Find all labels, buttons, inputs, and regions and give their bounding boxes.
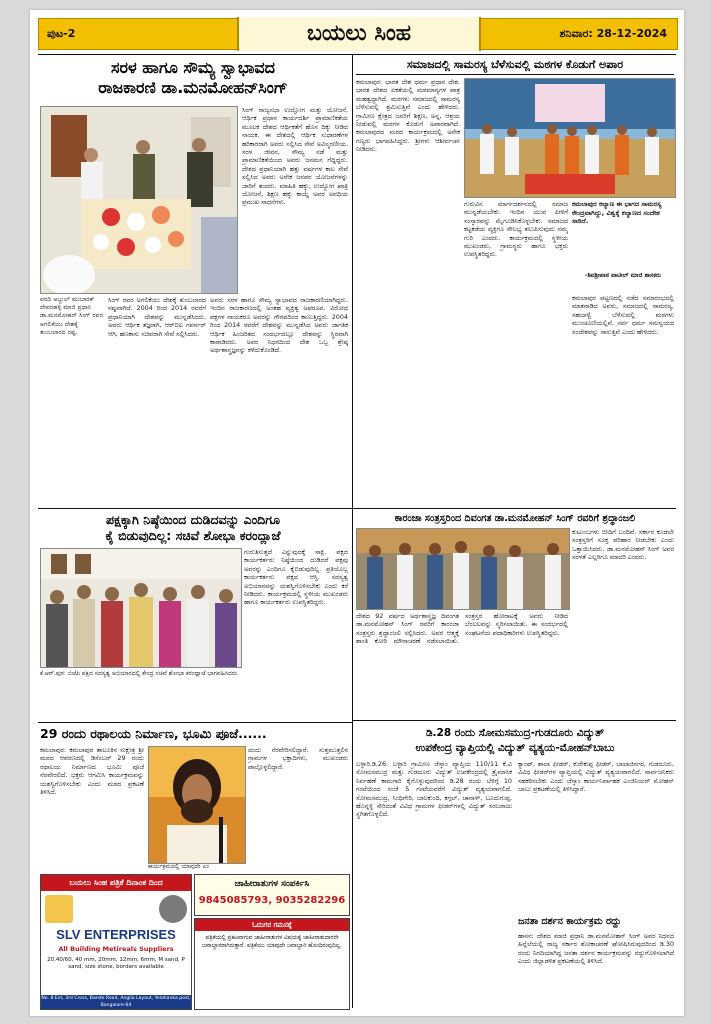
truck-icon [45, 895, 73, 923]
masthead [38, 18, 678, 50]
ad-strip: ಬಯಲು ಸಿಂಹ ಪತ್ರಿಕೆ ದಿನಾಂಕ ದಿಂದ [41, 875, 191, 891]
article4-body: ದೇಶದ 92 ವರ್ಷದ ಅರ್ಥಶಾಸ್ತ್ರಜ್ಞ ದಿವಂಗತ ಡಾ.ಮನಮೋಹನ್ ಸಿಂಗ್ ರವರಿಗೆ ಕಾರಂಜಾ ಸಂತ್ರಸ್ತರು ಶ್ರದ್ಧಾಂಜಲಿ ಸಲ್ಲಿಸಿದರು. ಅವರ ಆತ್ಮಕ್ಕೆ ಶಾಂತಿ ಕೋರಿ ಮೌನಾಚರಣೆ ನಡೆಸಲಾಯಿತು. ಸಂತ್ರಸ್ತರ ಹೋರಾಟಕ್ಕೆ ಅವರು ನೀಡಿದ ಬೆಂಬಲವನ್ನು ಸ್ಮರಿಸಲಾಯಿತು. ಈ ಸಂದರ್ಭದಲ್ಲಿ ಸಂಘಟನೆಯ ಪದಾಧಿಕಾರಿಗಳು ಉಪಸ್ಥಿತರಿದ್ದರು. [356, 612, 568, 646]
article4-col3: ಕುಟುಂಬಗಳು ಬೀದಿಗೆ ಬಂದಿವೆ. ಸರ್ಕಾರ ಕೂಡಲೇ ಸಂತ್ರಸ್ತರಿಗೆ ಸೂಕ್ತ ಪರಿಹಾರ ನೀಡಬೇಕು ಎಂದು ಒತ್ತಾಯಿಸಿದರು. ಡಾ.ಮನಮೋಹನ್ ಸಿಂಗ್ ಅವರ ಸರಳತೆ ಎಲ್ಲರಿಗೂ ಮಾದರಿ ಎಂದರು. [572, 528, 674, 562]
article4-photo [356, 528, 570, 610]
headline-line: ಉಪಕೇಂದ್ರ ವ್ಯಾಪ್ತಿಯಲ್ಲಿ ವಿದ್ಯುತ್ ವ್ಯತ್ಯಯ-ಮೋಹನ್‌ಬಾಬು [415, 742, 615, 754]
article6-body: ಬಳ್ಳಾರಿ.ಡಿ.26: ಬಳ್ಳಾರಿ ಗ್ರಾಮೀಣ ಜೆಸ್ಕಾಂ ವ್ಯಾಪ್ತಿಯ 110/11 ಕೆ.ವಿ ಸೋಮಸಮುದ್ರ ಮತ್ತು ಗುಡದೂರು ವಿದ್ಯುತ್ ಉಪಕೇಂದ್ರದಲ್ಲಿ ತ್ರೈಮಾಸಿಕ ನಿರ್ವಹಣೆ ಕಾಮಗಾರಿ ಕೈಗೊಳ್ಳುವುದರಿಂದ ಡಿ.28 ರಂದು ಬೆಳಿಗ್ಗೆ 10 ಗಂಟೆಯಿಂದ ಸಂಜೆ 5 ಗಂಟೆಯವರೆಗೆ ವಿದ್ಯುತ್ ವ್ಯತ್ಯಯವಾಗಲಿದೆ. ಸೋಮಸಮುದ್ರ, ಸಿಂಧಿಗೇರಿ, ಬಾಲಕುಂದಿ, ಕಗ್ಗಲ್, ಚಾನಾಳ್, ಬೂದುಗುಪ್ಪ, ಹೊನ್ನಳ್ಳಿ ಸೇರಿದಂತೆ ವಿವಿಧ ಗ್ರಾಮಗಳ ಫೀಡರ್‌ಗಳಲ್ಲಿ ವಿದ್ಯುತ್ ಸರಬರಾಜು ಸ್ಥಗಿತಗೊಳ್ಳಲಿದೆ. [356, 760, 512, 819]
ad-contact-title: ಜಾಹೀರಾತುಗಳ ಸಂಪರ್ಕಿಸಿ [234, 879, 310, 889]
company-name: SLV ENTERPRISES [56, 927, 176, 942]
slv-advertisement [40, 874, 192, 1010]
headline-line: ಡಿ.28 ರಂದು ಸೋಮಸಮುದ್ರ-ಗುಡದೂರು ವಿದ್ಯುತ್ [425, 727, 605, 739]
headline-line: ಸರಳ ಹಾಗೂ ಸೌಮ್ಯ ಸ್ವಾಭಾವದ [110, 58, 276, 77]
article2-body-left: ಕಮಲಾಪುರ: ಭಾರತ ದೇಶ ಧರ್ಮ ಪ್ರಧಾನ ದೇಶ. ಭಾರತ ದೇಶದ ಏಕತೆಯಲ್ಲಿ ಮಠಮಾನ್ಯಗಳ ಪಾತ್ರ ಮಹತ್ವದ್ದಾಗಿದೆ. ಮಠಗಳು ಸಮಾಜದಲ್ಲಿ ಸಾಮರಸ್ಯ ಬೆಳೆಸುವಲ್ಲಿ ಶ್ರಮಿಸುತ್ತಿವೆ ಎಂದು ಹೇಳಿದರು. ಗ್ರಾಮೀಣ ಕ್ಷೇತ್ರದ ಜನರಿಗೆ ಶಿಕ್ಷಣ, ಅನ್ನ, ಆಶ್ರಯ ನೀಡುವಲ್ಲಿ ಮಠಗಳ ಕೊಡುಗೆ ಅಪಾರವಾಗಿದೆ. ಕಮಲಾಪುರದ ಮಠದ ಕಾರ್ಯಕ್ರಮದಲ್ಲಿ ಅನೇಕ ಗಣ್ಯರು ಭಾಗವಹಿಸಿದ್ದರು. ಶ್ರೀಗಳು ಆಶೀರ್ವಚನ ನೀಡಿದರು. [356, 78, 460, 154]
article2-byline: -ಶಿವಶ್ರೀಪಾಠ ಪಾಟೀಲ್ ಮಾಜಿ ಶಾಸಕರು [585, 272, 661, 279]
notice-box [194, 918, 350, 1010]
ad-contact-box [194, 874, 350, 916]
headline-line: ಪಕ್ಷಕ್ಕಾಗಿ ನಿಷ್ಠೆಯಿಂದ ದುಡಿದವನ್ನು ಎಂದಿಗೂ [106, 512, 280, 527]
article5-rule [38, 722, 352, 723]
headline-line: ರಾಜಕಾರಣಿ ಡಾ.ಮನಮೋಹನ್‌ಸಿಂಗ್ [98, 78, 288, 97]
company-address: No. 8 Ext, 3rd Cross, Bande Road, Anglia Layout, Yelahanka post, Bangalore-64 [41, 996, 191, 1008]
article2-photo-caption: ಕಮಲಾಪುರ ಕಲ್ಯಾಣ ಈ ಭಾಗದ ಸಾಮರಸ್ಯ ಕೇಂದ್ರವಾಗಿದ್ದು, ವಿಶ್ವಕ್ಕೆ ಕಲ್ಯಾಣದ ಸಂದೇಶ ಸಾರಿದೆ. [572, 200, 662, 226]
article3-photo [40, 548, 242, 668]
article2-col3: ಕಮಲಾಪುರ ಪಟ್ಟಣದಲ್ಲಿ ನಡೆದ ಸಮಾರಂಭದಲ್ಲಿ ಮಾತನಾಡಿದ ಅವರು, ಸಮಾಜದಲ್ಲಿ ಸಾಮರಸ್ಯ, ಸಹಬಾಳ್ವೆ ಬೆಳೆಸುವಲ್ಲಿ ಮಠಗಳು ಮುಂಚೂಣಿಯಲ್ಲಿವೆ. ಸರ್ವ ಧರ್ಮ ಸಮನ್ವಯದ ಸಂದೇಶವನ್ನು ಸಾರುತ್ತಿವೆ ಎಂದು ಹೇಳಿದರು. [572, 294, 674, 336]
article2-body-right: ಗುರುವಿನ ಮಾರ್ಗದರ್ಶನದಲ್ಲಿ ಸಮಾಜ ಮುನ್ನಡೆಯಬೇಕು. ಇಂದಿನ ಯುವ ಪೀಳಿಗೆ ಸಂಸ್ಕಾರವನ್ನು ಮೈಗೂಡಿಸಿಕೊಳ್ಳಬೇಕು. ಸಮಾಜದ ಕಟ್ಟಕಡೆಯ ವ್ಯಕ್ತಿಗೂ ಸೌಲಭ್ಯ ತಲುಪಿಸುವುದು ನಮ್ಮ ಗುರಿ ಎಂದರು. ಕಾರ್ಯಕ್ರಮದಲ್ಲಿ ಸ್ಥಳೀಯ ಮುಖಂಡರು, ಗ್ರಾಮಸ್ಥರು ಹಾಗೂ ಭಕ್ತರು ಉಪಸ್ಥಿತರಿದ್ದರು. [464, 200, 568, 259]
article3-body: ಗುರುತಿಸುತ್ತದೆ ಎನ್ನುವುದಕ್ಕೆ ಸಾಕ್ಷಿ. ಪಕ್ಷದ ಕಾರ್ಯಕರ್ತರು ನಿಷ್ಠೆಯಿಂದ ದುಡಿದರೆ ಪಕ್ಷವು ಅವರನ್ನು ಎಂದಿಗೂ ಕೈಬಿಡುವುದಿಲ್ಲ. ಪ್ರತಿಯೊಬ್ಬ ಕಾರ್ಯಕರ್ತನು ಪಕ್ಷದ ಆಸ್ತಿ. ಸದಸ್ಯತ್ವ ಅಭಿಯಾನವನ್ನು ಯಶಸ್ವಿಗೊಳಿಸಬೇಕು ಎಂದು ಕರೆ ನೀಡಿದರು. ಕಾರ್ಯಕ್ರಮದಲ್ಲಿ ಸ್ಥಳೀಯ ಮುಖಂಡರು ಹಾಗೂ ಕಾರ್ಯಕರ್ತರು ಉಪಸ್ಥಿತರಿದ್ದರು. [244, 548, 348, 607]
article5-body2: ದಂದು ನೆರವೇರಿಸಲಿದ್ದಾರೆ. ಸುತ್ತಮುತ್ತಲಿನ ಗ್ರಾಮಗಳ ಭಕ್ತಾದಿಗಳು, ಮುಖಂಡರು ಪಾಲ್ಗೊಳ್ಳಲಿದ್ದಾರೆ. [248, 746, 348, 771]
article1-headline [40, 58, 346, 98]
column-divider [352, 54, 353, 508]
newspaper-page [30, 10, 684, 1016]
top-rule [38, 54, 676, 55]
article1-photo [40, 106, 238, 294]
article7-headline: ಜನತಾ ದರ್ಶನ ಕಾರ್ಯಕ್ರಮ ರದ್ದು [518, 916, 622, 927]
article5-portrait [148, 746, 246, 864]
article2-rule [356, 74, 674, 75]
article6-headline [356, 726, 674, 756]
article1-col1: ಸಿಂಗ್ ರವರ ಅಗಲಿಕೆಯು ದೇಶಕ್ಕೆ ತುಂಬಲಾರದ ನಷ್ಟವಾಗಿದೆ. 2004 ರಿಂದ 2014 ರವರೆಗೆ ಪ್ರಧಾನಿಯಾಗಿ ದೇಶವನ್ನು ಮುನ್ನಡೆಸಿದರು. ಅವರು ಆರ್ಥಿಕ ತಜ್ಞರಾಗಿ, ಆರ್‌ಬಿಐ ಗವರ್ನರ್ ಆಗಿ, ಹಣಕಾಸು ಸಚಿವರಾಗಿ ಸೇವೆ ಸಲ್ಲಿಸಿದರು. [108, 296, 206, 338]
article3-headline [40, 512, 346, 544]
article5-portrait-caption: ಕಾರ್ಯಕ್ರಮದಲ್ಲಿ ಯಾವುದೇ ಎಂ [148, 863, 210, 870]
company-tagline: All Building Metireals Suppliers [58, 945, 174, 953]
newspaper-title: ಬಯಲು ಸಿಂಹ [237, 17, 481, 51]
article2-headline: ಸಮಾಜದಲ್ಲಿ ಸಾಮರಸ್ಯ ಬೆಳೆಸುವಲ್ಲಿ ಮಠಗಳ ಕೊಡುಗೆ ಅಪಾರ [406, 58, 624, 71]
column-divider-lower [352, 508, 353, 1008]
article6-rule [352, 720, 676, 721]
article1-caption: ವರದಿ ಅಬ್ದುಲ್ ಮುಬಾರಕ್ ದೇವರಹಳ್ಳಿ ಮಾಜಿ ಪ್ರಧಾನಿ ಡಾ.ಮನಮೋಹನ್ ಸಿಂಗ್ ರವರ ಅಗಲಿಕೆಯು ದೇಶಕ್ಕೆ ತುಂಬಲಾರದ ನಷ್ಟ. [40, 296, 103, 336]
notice-title: ಓದುಗರ ಗಮನಕ್ಕೆ [195, 919, 349, 931]
page-number: ಪುಟ-2 [47, 27, 76, 40]
ad-contact-phones: 9845085793, 9035282296 [198, 895, 346, 906]
article7-body: ಹಾಸನ: ದೇಶದ ಮಾಜಿ ಪ್ರಧಾನಿ ಡಾ.ಮನಮೋಹನ್ ಸಿಂಗ್ ಅವರ ನಿಧನದ ಹಿನ್ನೆಲೆಯಲ್ಲಿ ರಾಜ್ಯ ಸರ್ಕಾರ ಶೋಕಾಚರಣೆ ಘೋಷಿಸಿರುವುದರಿಂದ ಡಿ.30 ರಂದು ನಿಗದಿಯಾಗಿದ್ದ ಜನತಾ ದರ್ಶನ ಕಾರ್ಯಕ್ರಮವನ್ನು ರದ್ದುಗೊಳಿಸಲಾಗಿದೆ ಎಂದು ಜಿಲ್ಲಾಡಳಿತ ಪ್ರಕಟಣೆಯಲ್ಲಿ ತಿಳಿಸಿದೆ. [518, 932, 674, 966]
article4-headline: ಕಾರಂಜಾ ಸಂತ್ರಸ್ತರಿಂದ ದಿವಂಗತ ಡಾ.ಮನಮೋಹನ್ ಸಿಂಗ್ ರವರಿಗೆ ಶ್ರದ್ಧಾಂಜಲಿ [394, 513, 636, 524]
mid-rule [38, 508, 676, 509]
article3-caption: ಕೆ.ಆರ್.ಪುರ: ಬಿಜೆಪಿ ಪಕ್ಷದ ಸದಸ್ಯತ್ವ ಅಭಿಯಾನದಲ್ಲಿ ಕೇಂದ್ರ ಸಚಿವೆ ಶೋಭಾ ಕರಂದ್ಲಾಜೆ ಭಾಗವಹಿಸಿದರು. [40, 670, 239, 677]
issue-date: ಶನಿವಾರ: 28-12-2024 [559, 27, 667, 40]
stone-icon [159, 895, 187, 923]
headline-line: ಕೈ ಬಿಡುವುದಿಲ್ಲ: ಸಚಿವೆ ಶೋಭಾ ಕರಂದ್ಲಾಜೆ [105, 528, 281, 543]
company-details: 20,40/60, 40 mm, 20mm, 12mm, 6mm, M sand, P sand, size stone, borders available [47, 957, 185, 970]
article1-body-a: ಸಿಂಗ್ ರಾಜ್ಯಸಭಾ ಉದ್ಘೋಗ ಮತ್ತು ಯೋಜನೆ, ಆರ್ಥಿಕ ಪ್ರಧಾನ ಕಾರ್ಯದರ್ಶಿ ಪ್ರಾಮಾಣಿಕತೆಯ ಮೂಲಕ ದೇಶದ ಆರ್ಥಿಕತೆಗೆ ಹೊಸ ದಿಕ್ಕು ನೀಡಿದ ನಾಯಕ. ಈ ದೇಶದಲ್ಲಿ ಆರ್ಥಿಕ ಸುಧಾರಣೆಗಳ ಹರಿಕಾರರಾಗಿ ಅವರು ಸಲ್ಲಿಸಿದ ಸೇವೆ ಅವಿಸ್ಮರಣೀಯ. ಸರಳ ಜೀವನ, ಸೌಮ್ಯ ನಡೆ ಮತ್ತು ಪ್ರಾಮಾಣಿಕತೆಯಿಂದ ಅವರು ಜನಮನ ಗೆದ್ದಿದ್ದರು. ದೇಶದ ಪ್ರಧಾನಿಯಾಗಿ ಹತ್ತು ವರ್ಷಗಳ ಕಾಲ ಸೇವೆ ಸಲ್ಲಿಸಿದ ಅವರು ಅನೇಕ ಜನಪರ ಯೋಜನೆಗಳನ್ನು ಜಾರಿಗೆ ತಂದರು. ಮಾಹಿತಿ ಹಕ್ಕು, ಉದ್ಯೋಗ ಖಾತ್ರಿ ಯೋಜನೆ, ಶಿಕ್ಷಣ ಹಕ್ಕು ಕಾಯ್ದೆ ಅವರ ಅವಧಿಯ ಪ್ರಮುಖ ಸಾಧನೆಗಳು. [242, 106, 348, 207]
article5-headline: 29 ರಂದು ರಥಾಲಯ ನಿರ್ಮಾಣ, ಭೂಮಿ ಪೂಜೆ...... [40, 726, 267, 741]
article2-photo [464, 78, 676, 198]
article1-body-b: ಅವರು ಸರಳ ಹಾಗೂ ಸೌಮ್ಯ ಸ್ವಾಭಾವದ ರಾಜಕಾರಣಿಯಾಗಿದ್ದರು. ಇಂದಿನ ರಾಜಕಾರಣದಲ್ಲಿ ಅಂತಹ ವ್ಯಕ್ತಿತ್ವ ಅಪರೂಪ. ವಿರೋಧ ಪಕ್ಷಗಳ ನಾಯಕರೂ ಅವರನ್ನು ಗೌರವದಿಂದ ಕಾಣುತ್ತಿದ್ದರು. 2004 ರಿಂದ 2014 ರವರೆಗೆ ದೇಶವನ್ನು ಮುನ್ನಡೆಸಿದ ಅವರು ಜಾಗತಿಕ ಆರ್ಥಿಕ ಹಿಂಜರಿತದ ಸಂದರ್ಭದಲ್ಲೂ ದೇಶವನ್ನು ಸ್ಥಿರವಾಗಿ ಕಾಪಾಡಿದರು. ಅವರ ನಿಧನದಿಂದ ದೇಶ ಒಬ್ಬ ಶ್ರೇಷ್ಠ ಅರ್ಥಶಾಸ್ತ್ರಜ್ಞನನ್ನು ಕಳೆದುಕೊಂಡಿದೆ. [210, 296, 348, 355]
article6-body2: ಕ್ಯಾಂಪ್, ಶಾಲಾ ಫೀಡರ್, ಕುರೇಕುಪ್ಪ ಫೀಡರ್, ಬಾಲಾಜಿನಗರ, ಗುಡದೂರು, ವಿವಿಧ ಫೀಡರ್‌ಗಳ ವ್ಯಾಪ್ತಿಯಲ್ಲಿ ವಿದ್ಯುತ್ ವ್ಯತ್ಯಯವಾಗಲಿದೆ. ಸಾರ್ವಜನಿಕರು ಸಹಕರಿಸಬೇಕು ಎಂದು ಜೆಸ್ಕಾಂ ಕಾರ್ಯನಿರ್ವಾಹಕ ಎಂಜಿನಿಯರ್ ಮೋಹನ್ ಬಾಬು ಪ್ರಕಟಣೆಯಲ್ಲಿ ತಿಳಿಸಿದ್ದಾರೆ. [518, 760, 674, 794]
notice-text: ಪತ್ರಿಕೆಯಲ್ಲಿ ಪ್ರಕಟವಾಗುವ ಜಾಹೀರಾತುಗಳ ವಿಷಯಕ್ಕೆ ಜಾಹೀರಾತುದಾರರೇ ಜವಾಬ್ದಾರರಾಗಿರುತ್ತಾರೆ. ಪತ್ರಿಕೆಯು ಯಾವುದೇ ಜವಾಬ್ದಾರಿ ಹೊಂದಿರುವುದಿಲ್ಲ. [201, 935, 343, 949]
article5-body: ಕಮಲಾಪುರ: ಕಮಲಾಪುರ ತಾಲೂಕಿನ ಸುಕ್ಷೇತ್ರ ಶ್ರೀ ಮಠದ ಆವರಣದಲ್ಲಿ ಡಿಸೆಂಬರ್ 29 ರಂದು ರಥಾಲಯ ನಿರ್ಮಾಣದ ಭೂಮಿ ಪೂಜೆ ನೆರವೇರಲಿದೆ. ಭಕ್ತರು ಆಗಮಿಸಿ ಕಾರ್ಯಕ್ರಮವನ್ನು ಯಶಸ್ವಿಗೊಳಿಸಬೇಕು ಎಂದು ಮಠದ ಪ್ರಕಟಣೆ ತಿಳಿಸಿದೆ. [40, 746, 144, 797]
